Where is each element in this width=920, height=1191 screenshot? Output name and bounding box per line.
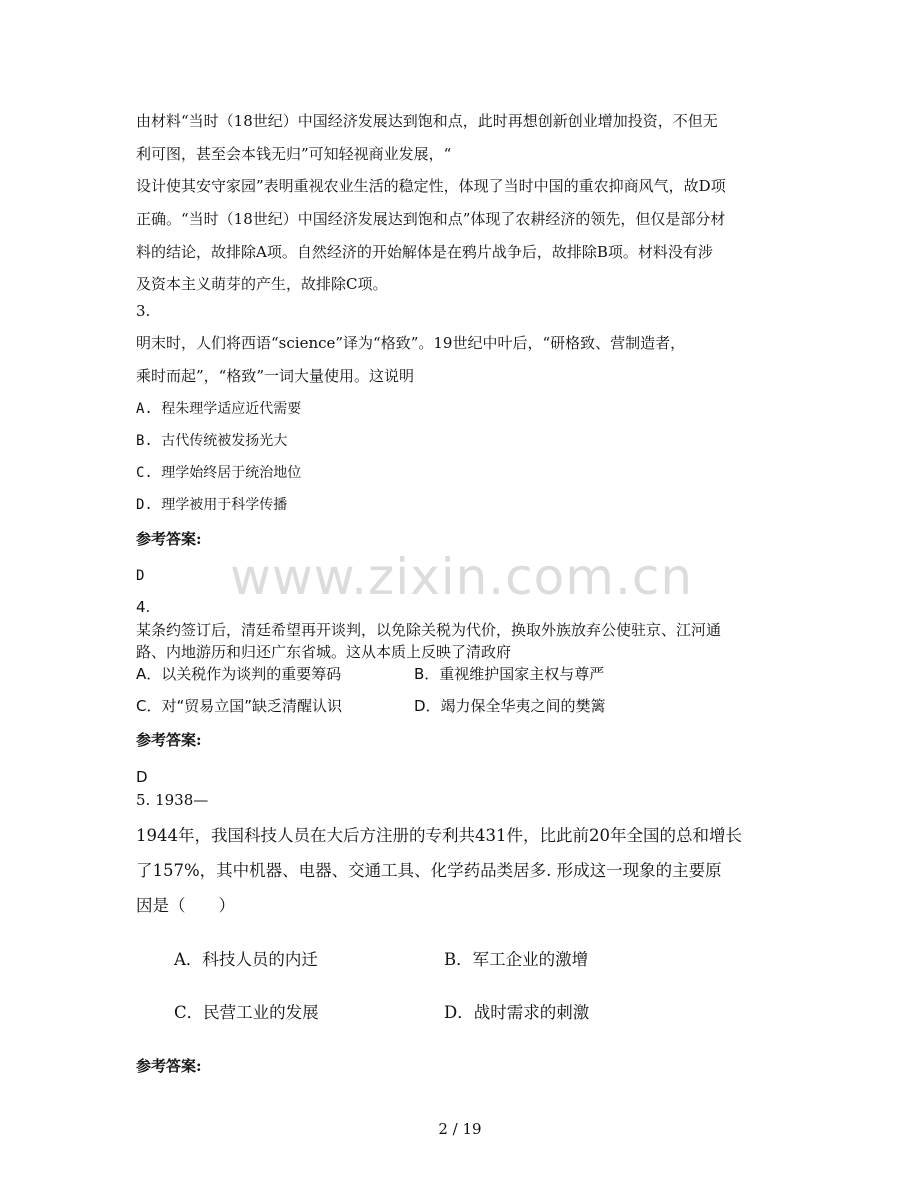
q3-option-c: C. 理学始终居于统治地位	[136, 465, 302, 481]
q5-option-d: D．战时需求的刺激	[444, 1003, 590, 1022]
q5-stem-line-1: 1944年，我国科技人员在大后方注册的专利共431件，比此前20年全国的总和增长	[136, 826, 742, 845]
q5-number: 5. 1938—	[136, 791, 209, 809]
analysis-line-5: 料的结论，故排除A项。自然经济的开始解体是在鸦片战争后，故排除B项。材料没有涉	[136, 243, 713, 261]
q4-option-b: B．重视维护国家主权与尊严	[414, 665, 605, 683]
q3-option-d: D. 理学被用于科学传播	[136, 497, 288, 513]
page-number: 2 / 19	[438, 1120, 482, 1138]
q3-option-a: A. 程朱理学适应近代需要	[136, 401, 302, 417]
q5-option-b: B．军工企业的激增	[444, 950, 589, 969]
analysis-line-3: 设计使其安守家园”表明重视农业生活的稳定性，体现了当时中国的重农抑商风气，故D项	[136, 177, 726, 195]
q3-stem-line-1: 明末时，人们将西语“science”译为“格致”。19世纪中叶后，“研格致、营制造者，	[136, 334, 686, 352]
q3-answer: D	[136, 568, 145, 584]
analysis-line-1: 由材料“当时（18世纪）中国经济发展达到饱和点，此时再想创新创业增加投资，不但无	[136, 112, 718, 130]
q5-stem-line-2: 了157%，其中机器、电器、交通工具、化学药品类居多. 形成这一现象的主要原	[136, 861, 722, 880]
q3-option-b: B. 古代传统被发扬光大	[136, 433, 288, 449]
q3-stem-line-2: 乘时而起”，“格致”一词大量使用。这说明	[136, 367, 415, 385]
q5-option-a: A．科技人员的内迁	[174, 950, 318, 969]
q5-answer-label: 参考答案:	[136, 1057, 202, 1075]
q5-stem-line-3: 因是（ ）	[136, 896, 235, 915]
q3-number: 3.	[136, 302, 151, 320]
analysis-line-6: 及资本主义萌芽的产生，故排除C项。	[136, 275, 388, 293]
analysis-line-2: 利可图，甚至会本钱无归”可知轻视商业发展，“	[136, 145, 452, 163]
q5-option-c: C．民营工业的发展	[174, 1003, 319, 1022]
analysis-line-4: 正确。“当时（18世纪）中国经济发展达到饱和点”体现了农耕经济的领先，但仅是部分材	[136, 210, 726, 228]
q4-option-a: A．以关税作为谈判的重要筹码	[136, 665, 342, 683]
q4-option-d: D．竭力保全华夷之间的樊篱	[414, 697, 606, 715]
q4-stem-line-2: 路、内地游历和归还广东省城。这从本质上反映了清政府	[136, 643, 512, 661]
q4-answer: D	[136, 768, 148, 786]
q3-answer-label: 参考答案:	[136, 530, 202, 548]
q4-option-c: C．对“贸易立国”缺乏清醒认识	[136, 697, 343, 715]
q4-number: 4.	[136, 598, 151, 616]
watermark: www.zixin.com.cn	[230, 548, 694, 606]
q4-stem-line-1: 某条约签订后，清廷希望再开谈判，以免除关税为代价，换取外族放弃公使驻京、江河通	[136, 621, 722, 639]
q4-answer-label: 参考答案:	[136, 731, 202, 749]
